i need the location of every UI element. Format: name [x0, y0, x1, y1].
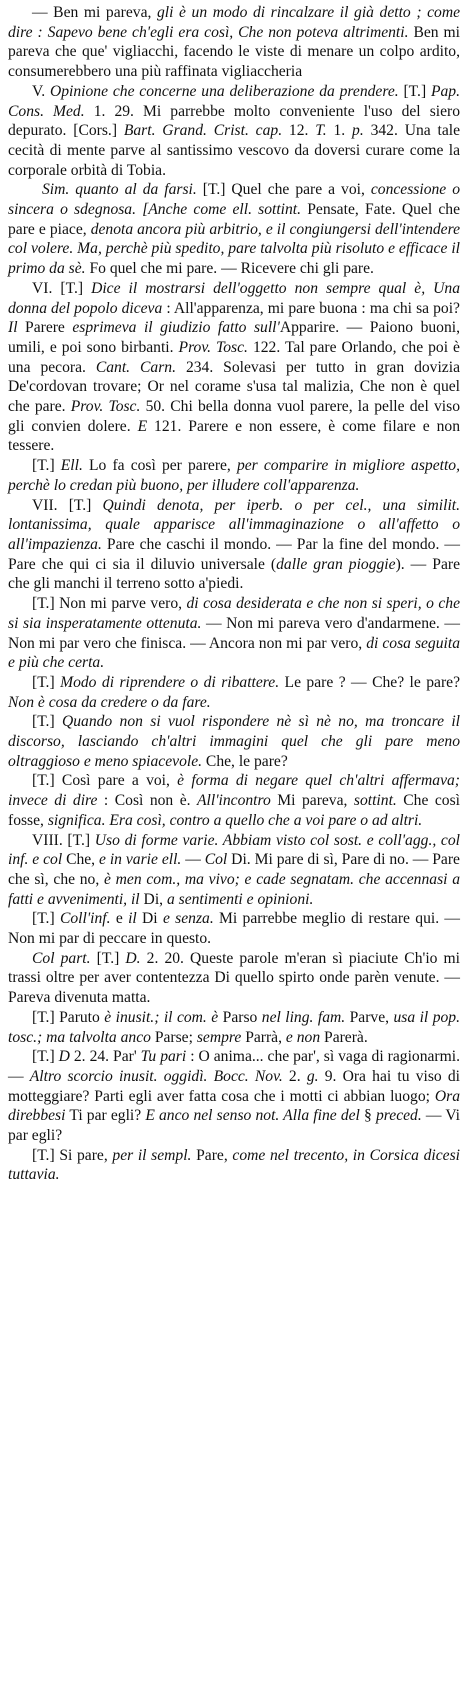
text-run: [T.]	[32, 713, 62, 731]
italic-run: E	[137, 417, 148, 435]
text-run: 1.	[326, 122, 353, 140]
paragraph-p11	[8, 831, 460, 910]
italic-run: nel ling. fam.	[261, 1008, 346, 1026]
text-run: Parerà.	[320, 1028, 368, 1046]
italic-run: preced.	[376, 1107, 422, 1125]
text-run: — Ben mi pareva,	[32, 4, 157, 21]
text-run: Ben mi pareva che que' vigliacchi, facendo le viste di menare un colpo ardito, consumerebbero una più raffinata vigliaccheria	[8, 23, 460, 81]
text-run: §	[359, 1107, 376, 1125]
paragraph-p15	[8, 1047, 460, 1146]
text-run: Mi pareva,	[270, 792, 354, 810]
italic-run: All'incontro	[197, 792, 271, 810]
paragraph-p4	[8, 279, 460, 456]
text-run: Di. Mi pare di sì, Pare di no. — Pare che sì, che no,	[8, 851, 460, 888]
text-run: — Vi par egli?	[8, 1107, 461, 1145]
paragraph-p9	[8, 712, 460, 771]
italic-run: g.	[306, 1067, 319, 1085]
italic-run: esprimeva il giudizio fatto sull'	[72, 319, 280, 337]
text-run: Le pare ? — Che? le pare?	[279, 673, 460, 691]
italic-run: di cosa desiderata e che non si speri, o che si sia insperatamente ottenuta.	[8, 595, 460, 632]
text-run: VII. [T.]	[32, 496, 103, 514]
text-run: : Così non è.	[97, 792, 198, 810]
text-run: Pare che caschi il mondo. — Par la fine del mondo. — Pare che qui ci sia il diluvio universale (	[8, 535, 460, 573]
paragraph-p6	[8, 496, 460, 595]
text-run: [T.]	[32, 457, 61, 475]
text-run: Pare,	[191, 1146, 233, 1164]
text-run: 2. 20. Queste parole m'eran sì piaciute Ch'io mi trassi oltre per aver contentezza Di quello spirto onde parèn venute. — Pareva divenuta matta.	[8, 949, 461, 1007]
text-run: [T.]	[398, 82, 431, 100]
italic-run: Ell.	[60, 457, 83, 475]
italic-run: Col	[204, 851, 228, 869]
italic-run: e in varie ell.	[99, 851, 182, 869]
italic-run: Ora direbbesi	[8, 1087, 460, 1125]
text-run: [T.] Paruto	[32, 1008, 105, 1026]
paragraph-p10	[8, 771, 460, 830]
text-run: [T.] Non mi parve vero,	[32, 595, 187, 613]
text-run: : O anima... che par', sì vaga di ragionarmi. —	[8, 1048, 460, 1085]
italic-run: Coll'inf.	[59, 910, 111, 928]
italic-run: gli è un modo di rincalzare il già detto ; come dire : Sapevo bene ch'egli era così, Che non poteva altrimenti.	[8, 4, 461, 41]
text-run: [T.]	[32, 910, 60, 928]
italic-run: D	[58, 1048, 70, 1066]
italic-run: come nel trecento, in Corsica dicesi tuttavia.	[8, 1146, 461, 1184]
italic-run: a sentimenti e opinioni.	[166, 890, 314, 908]
text-run: 2. 24. Par'	[69, 1048, 141, 1066]
italic-run: per comparire in migliore aspetto, perchè lo credan più buono, per illudere coll'apparenza.	[8, 457, 460, 494]
text-run: Ti par egli?	[65, 1107, 146, 1125]
paragraph-p8	[8, 673, 460, 712]
text-run: V.	[32, 82, 50, 100]
text-run: [T.] Si pare,	[32, 1146, 113, 1164]
text-run: Che,	[62, 851, 99, 869]
text-run: Parrà,	[241, 1028, 286, 1046]
text-run: 121. Parere e non essere, è come filare e non tessere.	[8, 417, 460, 455]
italic-run: Quando non si vuol rispondere nè sì nè no, ma troncare il discorso, lasciando ch'altri immagini quel che gli pare meno oltraggioso e meno spiacevole.	[8, 713, 460, 770]
text-run: 1. 29. Mi parrebbe molto conveniente l'uso del siero depurato. [Cors.]	[8, 102, 461, 140]
italic-run: Dice il mostrarsi dell'oggetto non sempre qual è, Una donna del popolo diceva	[8, 279, 460, 317]
italic-run: Prov. Tosc.	[178, 338, 248, 356]
italic-run: T.	[315, 122, 327, 140]
text-run: Di,	[139, 890, 167, 908]
italic-run: denota ancora più arbitrio, e il congiungersi dell'intendere col volere. Ma, perchè più spedito, pare talvolta più risoluto e efficace il primo da sè.	[8, 220, 461, 278]
italic-run: Quindi denota, per iperb. o per cel., una similit. lontanissima, quale apparisce all'immaginazione o all'affetto o all'impazienza.	[8, 496, 461, 553]
italic-run: Altro scorcio inusit. oggidì. Bocc. Nov.	[29, 1067, 283, 1085]
italic-run: dalle gran pioggie	[276, 555, 396, 573]
text-run: Parso	[218, 1008, 262, 1026]
text-run: 9. Ora hai tu viso di motteggiare? Parti egli aver fatta cosa che i motti ci abbian luogo;	[8, 1067, 461, 1105]
italic-run: concessione o sincera o sdegnosa.	[8, 181, 460, 219]
text-run: 50. Chi bella donna vuol parere, la pelle del viso gli convien dolere.	[8, 398, 460, 435]
text-run: 12.	[282, 122, 316, 140]
italic-run: significa. Era così, contro a quello che a voi pare o ad altri.	[47, 811, 423, 829]
paragraph-p14	[8, 1008, 460, 1047]
text-run: 234. Solevasi per tutto in gran dovizia De'cordovan trovare; Or nel corame s'usa tal malizia, Che non è quel che pare.	[8, 358, 460, 416]
text-run: [T.]	[32, 673, 61, 691]
text-run: VI. [T.]	[32, 279, 92, 297]
text-run: [T.] Così pare a voi,	[32, 772, 178, 790]
italic-run: [Anche come ell. sottint.	[136, 201, 302, 219]
text-run: — Non mi pareva vero d'andarmene. — Non mi par vero che finisca. — Ancora non mi par vero,	[8, 614, 460, 652]
italic-run: Tu pari	[140, 1048, 187, 1066]
italic-run: il	[128, 910, 137, 928]
italic-run: p.	[352, 122, 364, 140]
italic-run: Modo di riprendere o di ribattere.	[60, 673, 280, 691]
italic-run: è inusit.; il com. è	[104, 1008, 219, 1026]
text-run: Lo fa così per parere,	[82, 457, 237, 475]
text-run: —	[181, 851, 205, 869]
text-run: 2.	[282, 1067, 307, 1085]
italic-run: è forma di negare quel ch'altri affermava; invece di dire	[8, 772, 460, 810]
italic-run: Cant. Carn.	[95, 358, 176, 376]
text-run: Parve,	[345, 1008, 394, 1026]
text-run: VIII. [T.]	[32, 831, 95, 849]
italic-run: Il	[8, 319, 18, 337]
paragraph-p7	[8, 594, 460, 673]
text-run: [T.]	[90, 949, 126, 967]
text-run: Parere	[17, 319, 73, 337]
text-run: Di	[136, 910, 163, 928]
text-run: Che così fosse,	[8, 792, 460, 829]
italic-run: Prov. Tosc.	[70, 398, 141, 416]
text-run: [T.] Quel che pare a voi,	[196, 181, 371, 199]
italic-run: Opinione che concerne una deliberazione da prendere.	[49, 82, 399, 100]
italic-run: è men com., ma vivo; e cade segnatam. che accennasi a fatti e avvenimenti, il	[8, 870, 461, 908]
italic-run: D.	[125, 949, 141, 967]
text-run: : All'apparenza, mi pare buona : ma chi sa poi?	[162, 299, 460, 317]
italic-run: di cosa seguita e più che certa.	[8, 634, 460, 672]
paragraph-p12	[8, 909, 460, 948]
paragraph-p2	[8, 82, 460, 181]
italic-run: per il sempl.	[112, 1146, 192, 1164]
paragraph-p3	[8, 180, 460, 279]
text-run: e	[110, 910, 129, 928]
italic-run: Uso di forme varie. Abbiam visto col sost. e coll'agg., col inf. e col	[8, 831, 460, 869]
text-run: Apparire. — Paiono buoni, umili, e poi sono birbanti.	[8, 319, 460, 356]
italic-run: Pap. Cons. Med.	[8, 82, 460, 120]
italic-run: Bart. Grand. Crist. cap.	[123, 122, 283, 140]
text-run: ). — Pare che gli manchi il terreno sotto a'piedi.	[8, 555, 460, 593]
italic-run: sottint.	[353, 792, 397, 810]
text-run: Parse;	[150, 1028, 197, 1046]
text-run: Fo quel che mi pare. — Ricevere chi gli pare.	[85, 260, 374, 278]
text-run: Pensate, Fate. Quel che pare e piace,	[8, 201, 460, 238]
italic-run: sempre	[196, 1028, 242, 1046]
paragraph-p1	[8, 3, 460, 82]
text-run: [T.]	[32, 1048, 59, 1066]
paragraph-p16	[8, 1146, 460, 1185]
text-run: 122. Tal pare Orlando, che poi è una pecora.	[8, 338, 460, 376]
italic-run: Col part.	[32, 949, 91, 967]
italic-run: usa il pop. tosc.; ma talvolta anco	[8, 1008, 461, 1046]
text-run: Mi parrebbe meglio di restare qui. — Non mi par di peccare in questo.	[8, 910, 460, 948]
italic-run: Sim. quanto al da farsi.	[42, 181, 197, 199]
italic-run: e senza.	[162, 910, 214, 928]
italic-run: e non	[285, 1028, 321, 1046]
text-run: 342. Una tale cecità di mente parve al santissimo vescovo da doversi curare come la corporale orbità di Tobia.	[8, 122, 461, 179]
paragraph-p5	[8, 456, 460, 495]
paragraph-p13	[8, 949, 460, 1008]
text-run: Che, le pare?	[202, 752, 288, 770]
italic-run: E anco nel senso not. Alla fine del	[145, 1107, 360, 1125]
italic-run: Non è cosa da credere o da fare.	[8, 693, 211, 711]
